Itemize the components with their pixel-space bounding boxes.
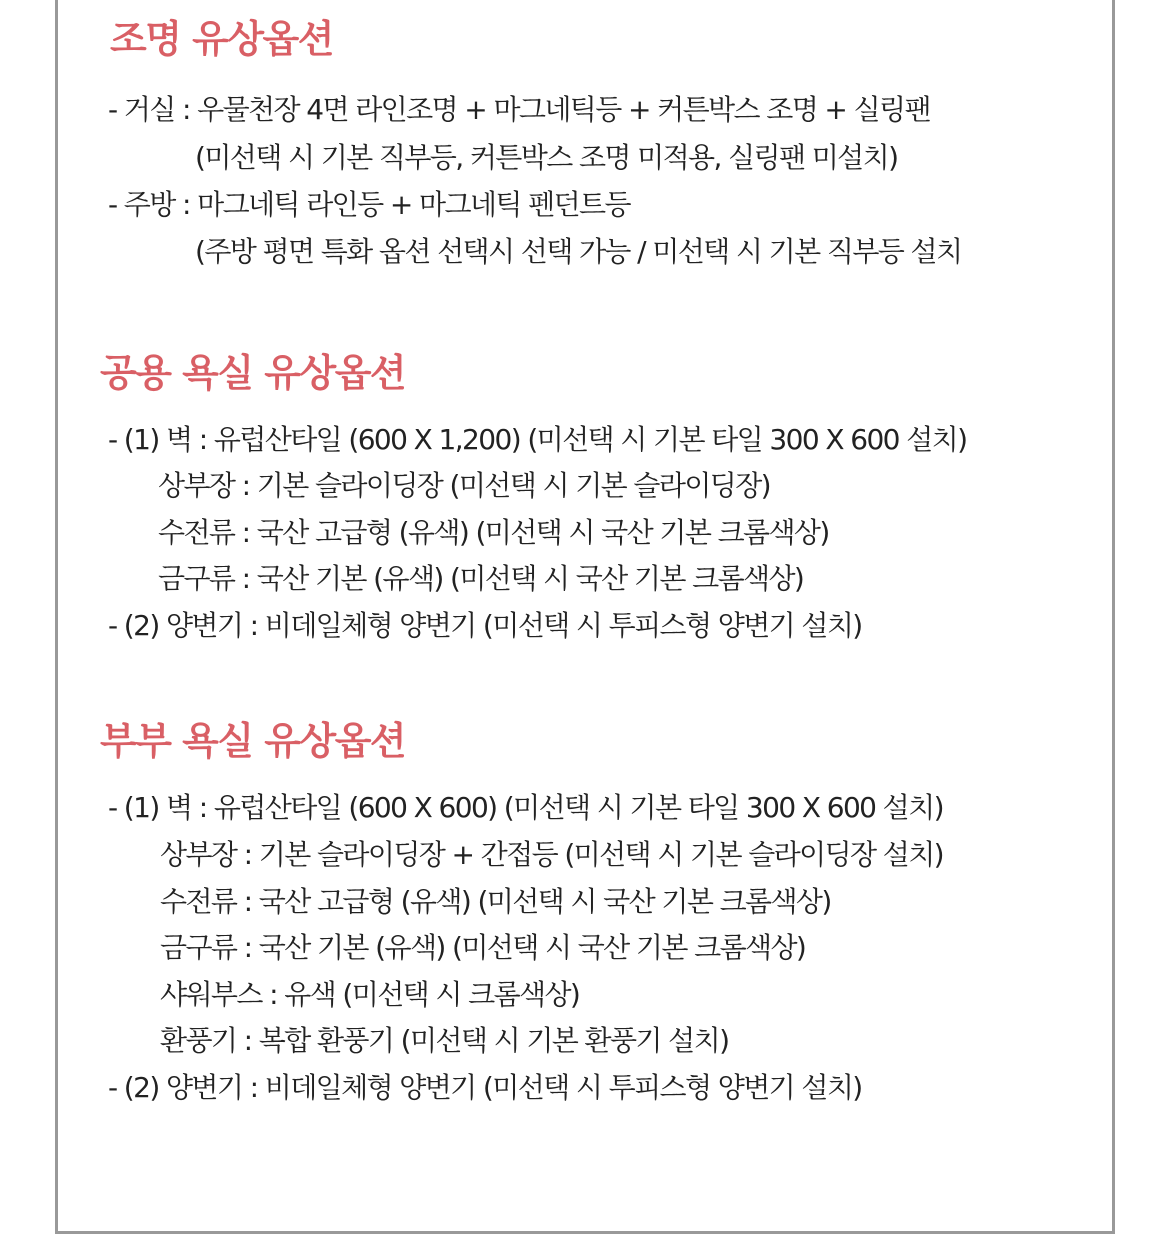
common-bathroom-options-heading: 공용 욕실 유상옵션 — [100, 351, 406, 395]
master-bathroom-upper-cabinet-line: 상부장 : 기본 슬라이딩장 + 간접등 (미선택 시 기본 슬라이딩장 설치) — [160, 838, 943, 871]
common-bathroom-upper-cabinet-line: 상부장 : 기본 슬라이딩장 (미선택 시 기본 슬라이딩장) — [158, 469, 770, 502]
master-bathroom-toilet-line: - (2) 양변기 : 비데일체형 양변기 (미선택 시 투피스형 양변기 설치) — [108, 1071, 862, 1104]
lighting-livingroom-default-note: (미선택 시 기본 직부등, 커튼박스 조명 미적용, 실링팬 미설치) — [195, 141, 898, 174]
lighting-kitchen-line: - 주방 : 마그네틱 라인등 + 마그네틱 펜던트등 — [108, 188, 630, 221]
lighting-options-heading: 조명 유상옵션 — [110, 17, 333, 61]
master-bathroom-shower-booth-line: 샤워부스 : 유색 (미선택 시 크롬색상) — [160, 978, 580, 1011]
common-bathroom-toilet-line: - (2) 양변기 : 비데일체형 양변기 (미선택 시 투피스형 양변기 설치) — [108, 609, 862, 642]
master-bathroom-wall-line: - (1) 벽 : 유럽산타일 (600 X 600) (미선택 시 기본 타일 300 X 600 설치) — [108, 791, 943, 824]
common-bathroom-faucet-line: 수전류 : 국산 고급형 (유색) (미선택 시 국산 기본 크롬색상) — [158, 516, 829, 549]
master-bathroom-options-heading: 부부 욕실 유상옵션 — [100, 719, 406, 763]
lighting-livingroom-line: - 거실 : 우물천장 4면 라인조명 + 마그네틱등 + 커튼박스 조명 + 실링팬 — [108, 93, 930, 126]
master-bathroom-fan-line: 환풍기 : 복합 환풍기 (미선택 시 기본 환풍기 설치) — [160, 1024, 729, 1057]
master-bathroom-fittings-line: 금구류 : 국산 기본 (유색) (미선택 시 국산 기본 크롬색상) — [160, 931, 806, 964]
common-bathroom-wall-line: - (1) 벽 : 유럽산타일 (600 X 1,200) (미선택 시 기본 타일 300 X 600 설치) — [108, 423, 967, 456]
lighting-kitchen-default-note: (주방 평면 특화 옵션 선택시 선택 가능 / 미선택 시 기본 직부등 설치 — [195, 235, 962, 268]
master-bathroom-faucet-line: 수전류 : 국산 고급형 (유색) (미선택 시 국산 기본 크롬색상) — [160, 885, 831, 918]
common-bathroom-fittings-line: 금구류 : 국산 기본 (유색) (미선택 시 국산 기본 크롬색상) — [158, 562, 804, 595]
